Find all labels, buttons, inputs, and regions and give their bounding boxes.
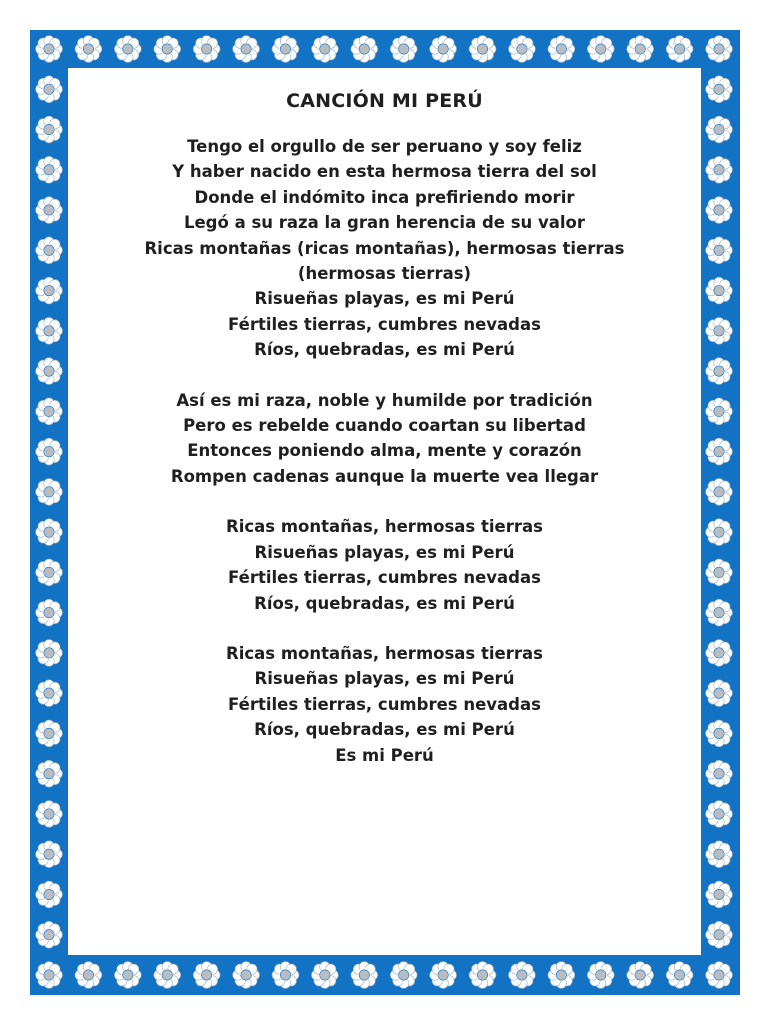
lyric-line: Tengo el orgullo de ser peruano y soy feliz <box>187 137 582 156</box>
lyric-line: Donde el indómito inca prefiriendo morir <box>194 187 575 207</box>
stanza-2 <box>68 388 701 490</box>
lyric-line: Ríos, quebradas, es mi Perú <box>254 593 515 613</box>
song-title: CANCIÓN MI PERÚ <box>286 90 483 112</box>
lyric-line: Entonces poniendo alma, mente y corazón <box>187 441 582 461</box>
lyric-line: Ricas montañas, hermosas tierras <box>226 517 543 537</box>
lyric-line: (hermosas tierras) <box>297 264 472 284</box>
lyric-line: Legó a su raza la gran herencia de su valor <box>183 213 586 233</box>
lyric-line: Rompen cadenas aunque la muerte vea llegar <box>170 466 599 486</box>
lyric-line: Risueñas playas, es mi Perú <box>254 542 515 562</box>
stanza-3 <box>68 514 701 616</box>
stanza-4 <box>68 641 701 768</box>
lyric-line: Ríos, quebradas, es mi Perú <box>254 720 515 740</box>
stanza-1 <box>68 134 701 363</box>
lyric-line: Fértiles tierras, cumbres nevadas <box>228 314 541 334</box>
lyric-line: Risueñas playas, es mi Perú <box>254 289 515 309</box>
lyric-line: Fértiles tierras, cumbres nevadas <box>228 568 541 588</box>
song-lyrics <box>68 90 701 793</box>
lyric-line: Y haber nacido en esta hermosa tierra del sol <box>172 162 597 182</box>
lyric-line: Es mi Perú <box>335 745 434 765</box>
lyric-line: Así es mi raza, noble y humilde por tradición <box>176 390 593 410</box>
lyric-line: Ricas montañas, hermosas tierras <box>226 643 543 663</box>
lyric-line: Fértiles tierras, cumbres nevadas <box>228 694 541 714</box>
lyric-line: Pero es rebelde cuando coartan su libertad <box>183 416 586 436</box>
lyric-line: Risueñas playas, es mi Perú <box>254 669 515 689</box>
lyric-line: Ricas montañas (ricas montañas), hermosas tierras <box>144 238 625 258</box>
lyric-line: Ríos, quebradas, es mi Perú <box>254 340 515 360</box>
